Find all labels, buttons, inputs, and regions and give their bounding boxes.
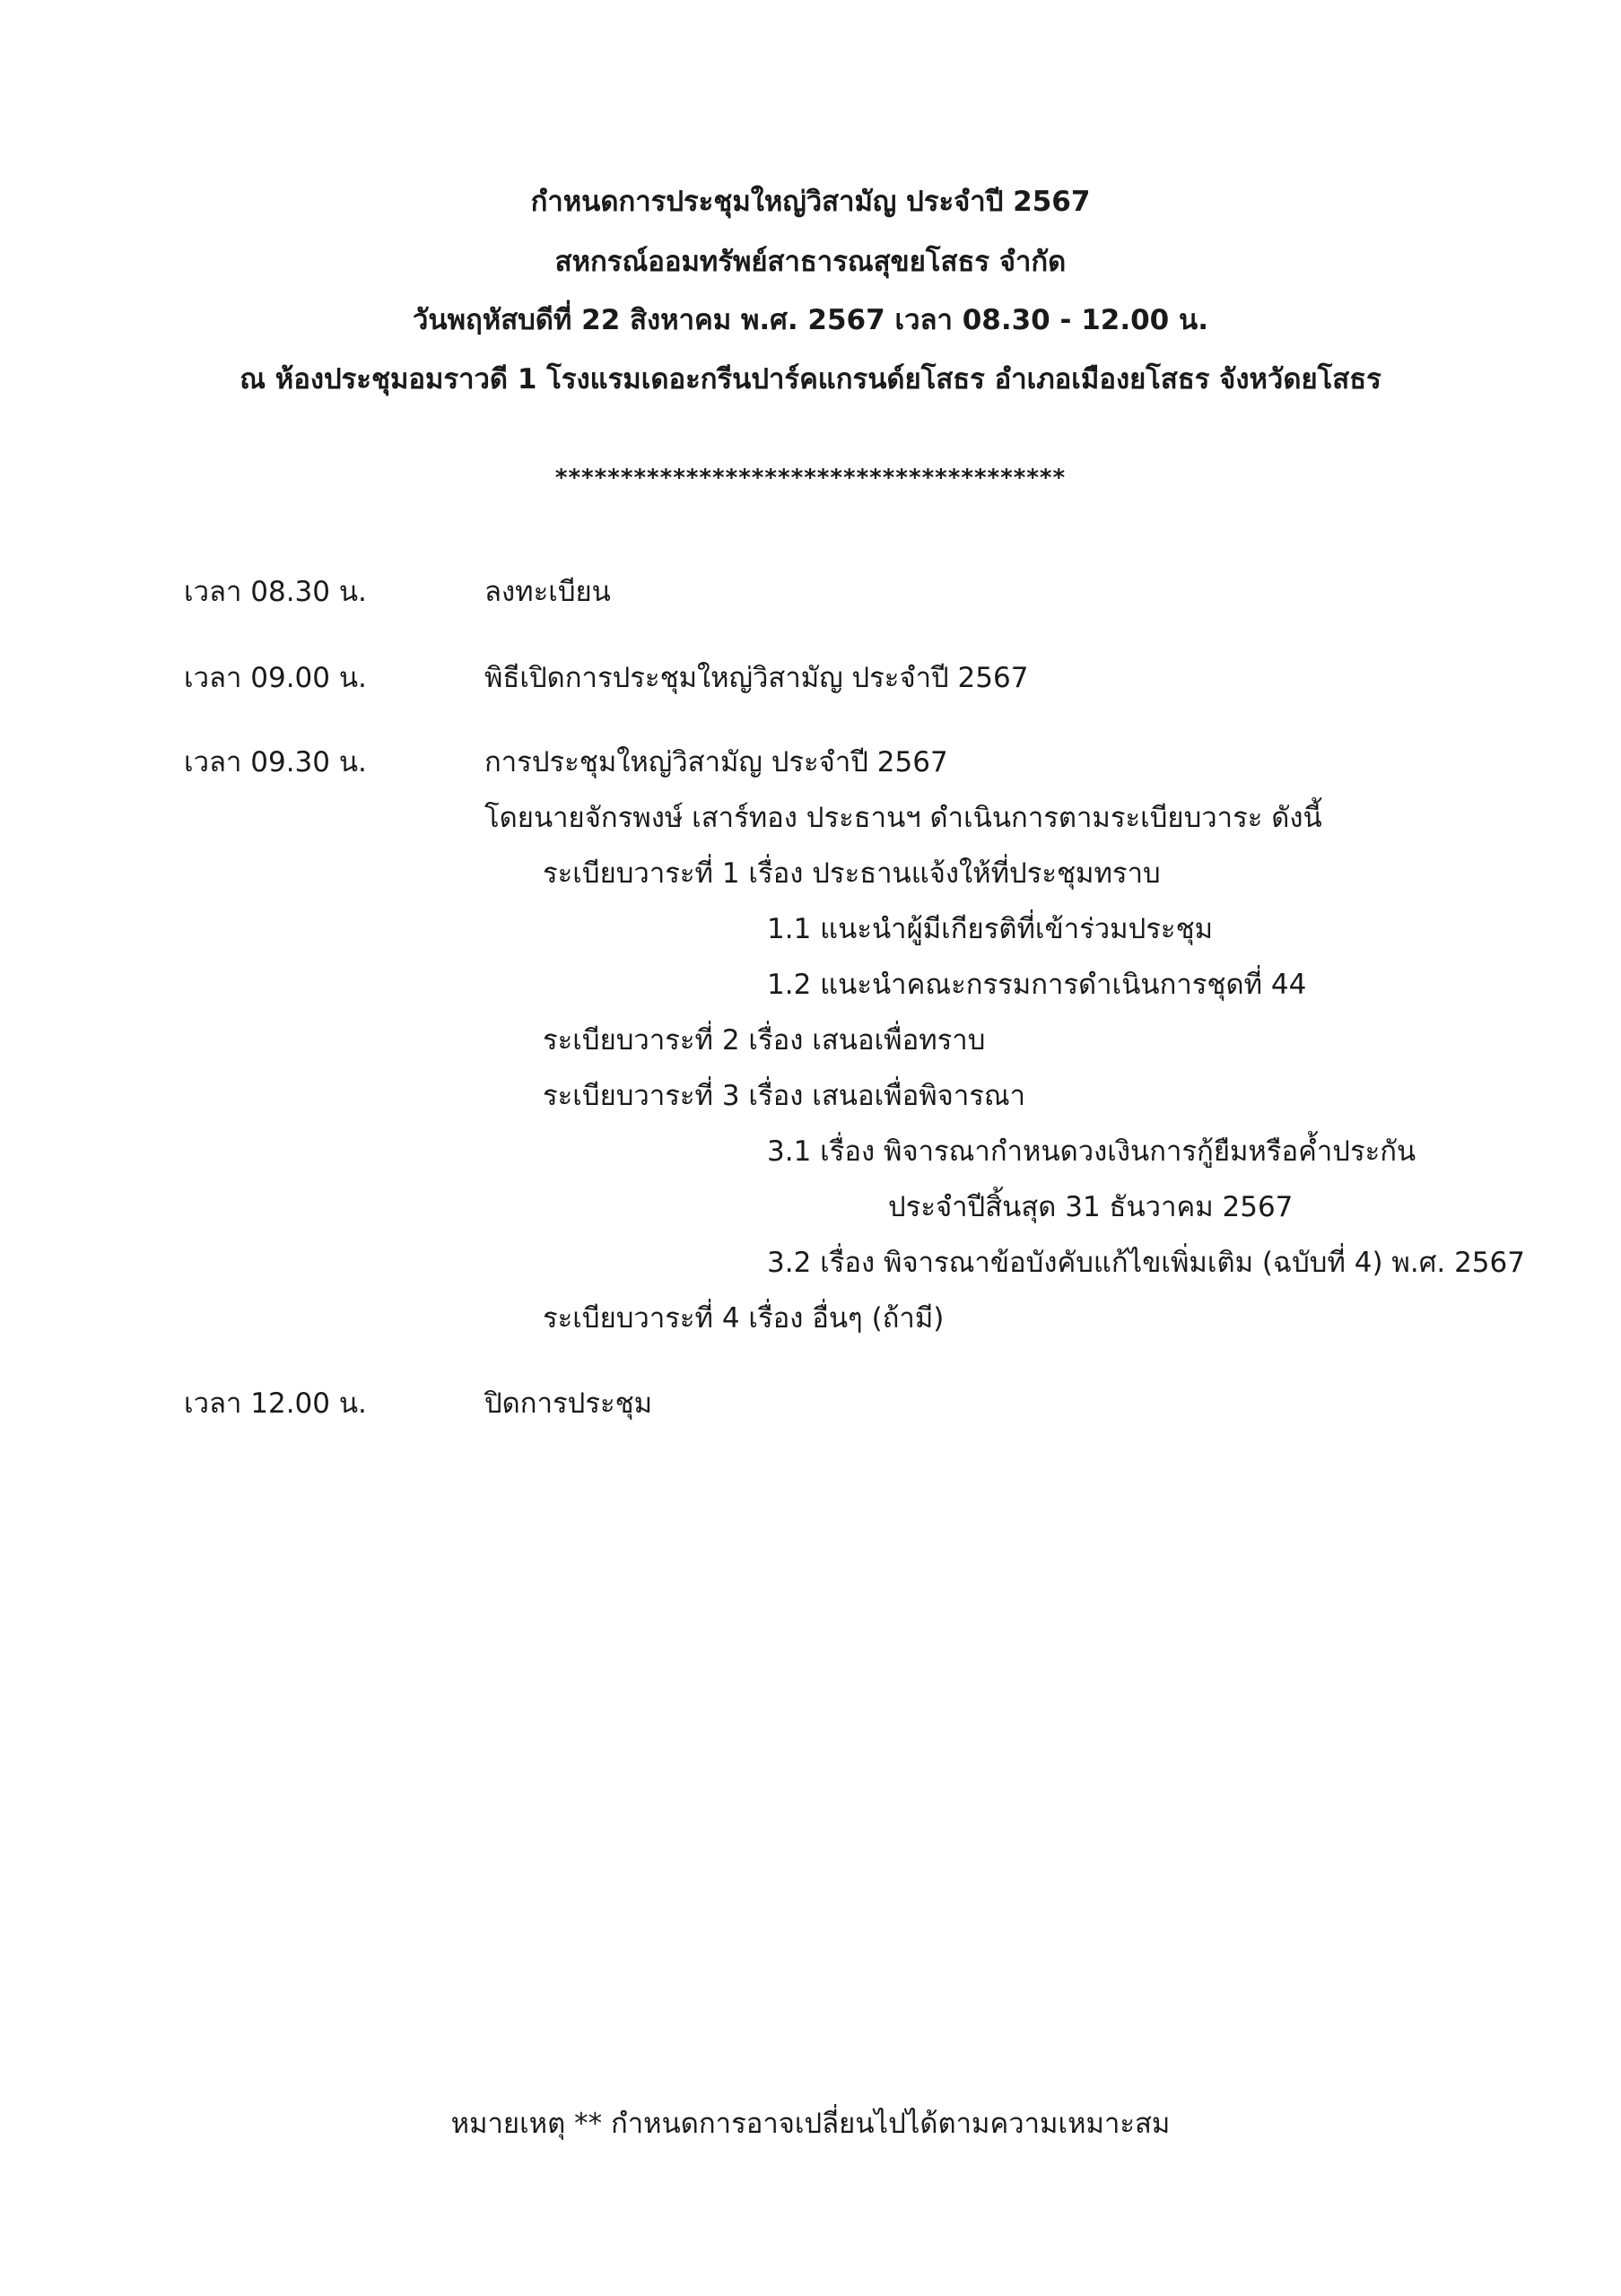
schedule-time: เวลา 09.30 น. <box>184 746 367 778</box>
schedule-item: การประชุมใหญ่วิสามัญ ประจำปี 2567 <box>484 746 948 778</box>
agenda-item-4: ระเบียบวาระที่ 4 เรื่อง อื่นๆ (ถ้ามี) <box>543 1302 945 1335</box>
schedule-time: เวลา 09.00 น. <box>184 662 367 694</box>
sub-item-1-2: 1.2 แนะนำคณะกรรมการดำเนินการชุดที่ 44 <box>767 969 1307 1001</box>
schedule-time: เวลา 12.00 น. <box>184 1387 367 1420</box>
schedule-time: เวลา 08.30 น. <box>184 576 367 608</box>
schedule-item: ลงทะเบียน <box>484 576 611 608</box>
sub-item-1-1: 1.1 แนะนำผู้มีเกียรติที่เข้าร่วมประชุม <box>767 913 1214 945</box>
title-line-1: กำหนดการประชุมใหญ่วิสามัญ ประจำปี 2567 <box>530 186 1091 218</box>
separator-stars: *************************************** <box>554 465 1067 491</box>
schedule-item: พิธีเปิดการประชุมใหญ่วิสามัญ ประจำปี 2567 <box>484 662 1029 694</box>
agenda-item-1: ระเบียบวาระที่ 1 เรื่อง ประธานแจ้งให้ที่ประชุมทราบ <box>543 857 1161 890</box>
sub-item-3-1-continued: ประจำปีสิ้นสุด 31 ธันวาคม 2567 <box>888 1191 1294 1223</box>
title-line-2: สหกรณ์ออมทรัพย์สาธารณสุขยโสธร จำกัด <box>554 246 1067 278</box>
title-line-4: ณ ห้องประชุมอมราวดี 1 โรงแรมเดอะกรีนปาร์คแกรนด์ยโสธร อำเภอเมืองยโสธร จังหวัดยโสธร <box>240 363 1381 396</box>
footer-note: หมายเหตุ ** กำหนดการอาจเปลี่ยนไปได้ตามความเหมาะสม <box>450 2108 1171 2140</box>
sub-item-3-2: 3.2 เรื่อง พิจารณาข้อบังคับแก้ไขเพิ่มเติม (ฉบับที่ 4) พ.ศ. 2567 <box>767 1247 1525 1279</box>
title-line-3: วันพฤหัสบดีที่ 22 สิงหาคม พ.ศ. 2567 เวลา 08.30 - 12.00 น. <box>412 304 1209 336</box>
sub-item-3-1: 3.1 เรื่อง พิจารณากำหนดวงเงินการกู้ยืมหรือค้ำประกัน <box>767 1135 1416 1168</box>
schedule-item: ปิดการประชุม <box>484 1387 653 1420</box>
agenda-item-3: ระเบียบวาระที่ 3 เรื่อง เสนอเพื่อพิจารณา <box>543 1080 1026 1112</box>
chair-line: โดยนายจักรพงษ์ เสาร์ทอง ประธานฯ ดำเนินการตามระเบียบวาระ ดังนี้ <box>484 802 1322 834</box>
agenda-item-2: ระเบียบวาระที่ 2 เรื่อง เสนอเพื่อทราบ <box>543 1024 986 1057</box>
